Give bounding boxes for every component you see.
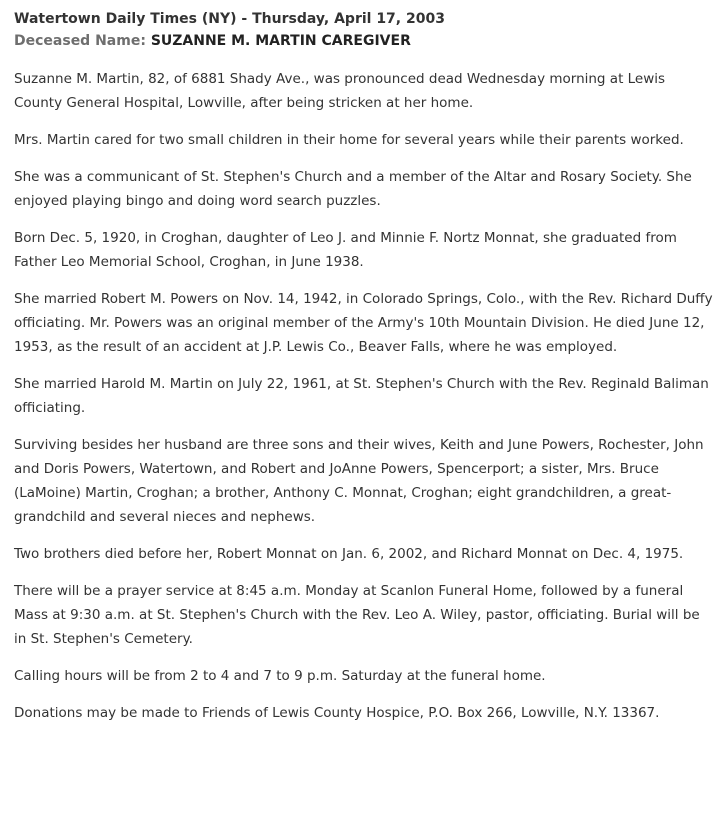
- obituary-paragraph: She married Harold M. Martin on July 22, 1961, at St. Stephen's Church with the Rev. Reginald Baliman officiating.: [14, 376, 709, 416]
- obituary-paragraph: Calling hours will be from 2 to 4 and 7 to 9 p.m. Saturday at the funeral home.: [14, 668, 546, 684]
- obituary-paragraph: Surviving besides her husband are three sons and their wives, Keith and June Powers, Rochester, John and Doris Powers, Watertown, and Robert and JoAnne Powers, Spencerport; a sister, Mrs. Bruce (LaMoine) Martin, Croghan; a brother, Anthony C. Monnat, Croghan; eight grandchildren, a great-grandchild and several nieces and nephews.: [14, 437, 704, 525]
- obituary-paragraph: Born Dec. 5, 1920, in Croghan, daughter of Leo J. and Minnie F. Nortz Monnat, she graduated from Father Leo Memorial School, Croghan, in June 1938.: [14, 230, 677, 270]
- obituary-paragraph: She married Robert M. Powers on Nov. 14, 1942, in Colorado Springs, Colo., with the Rev. Richard Duffy officiating. Mr. Powers was an original member of the Army's 10th Mountain Division. He died June 12, 1953, as the result of an accident at J.P. Lewis Co., Beaver Falls, where he was employed.: [14, 291, 713, 355]
- obituary-paragraph: Two brothers died before her, Robert Monnat on Jan. 6, 2002, and Richard Monnat on Dec. 4, 1975.: [14, 546, 684, 562]
- deceased-name-value: SUZANNE M. MARTIN CAREGIVER: [150, 33, 411, 49]
- obituary-paragraph: There will be a prayer service at 8:45 a.m. Monday at Scanlon Funeral Home, followed by a funeral Mass at 9:30 a.m. at St. Stephen's Church with the Rev. Leo A. Wiley, pastor, officiating. Burial will be in St. Stephen's Cemetery.: [14, 583, 700, 647]
- obituary-paragraph: Mrs. Martin cared for two small children in their home for several years while their parents worked.: [14, 132, 684, 148]
- obituary-paragraph: She was a communicant of St. Stephen's Church and a member of the Altar and Rosary Society. She enjoyed playing bingo and doing word search puzzles.: [14, 169, 692, 209]
- obituary-header: [14, 8, 726, 52]
- header-separator: -: [236, 11, 253, 27]
- deceased-name-label: Deceased Name:: [14, 33, 146, 49]
- obituary-paragraph: Suzanne M. Martin, 82, of 6881 Shady Ave., was pronounced dead Wednesday morning at Lewis County General Hospital, Lowville, after being stricken at her home.: [14, 71, 666, 111]
- publication-line: [14, 8, 726, 30]
- publication-date: Thursday, April 17, 2003: [252, 11, 445, 27]
- obituary-paragraph: Donations may be made to Friends of Lewis County Hospice, P.O. Box 266, Lowville, N.Y. 13367.: [14, 705, 660, 721]
- deceased-name-line: [14, 30, 726, 52]
- publication-name: Watertown Daily Times (NY): [14, 11, 237, 27]
- obituary-body: [14, 67, 714, 725]
